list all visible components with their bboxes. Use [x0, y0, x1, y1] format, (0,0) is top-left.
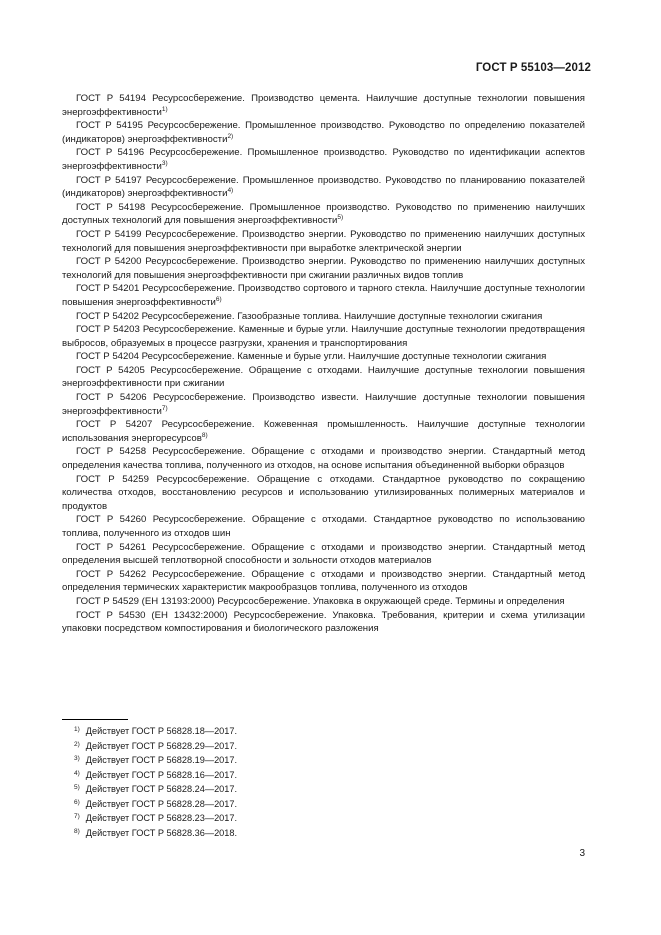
reference-item	[62, 568, 585, 595]
reference-list	[62, 92, 585, 636]
reference-text: ГОСТ Р 54258 Ресурсосбережение. Обращение с отходами и производство энергии. Стандартный метод определения качества топлива, полученного из отходов, на основе испытания объединенной выборки образцов	[62, 446, 585, 472]
reference-text: ГОСТ Р 54207 Ресурсосбережение. Кожевенная промышленность. Наилучшие доступные технологии использования энергоресурсов	[62, 419, 585, 444]
footnote-marker[interactable]: 3)	[161, 159, 168, 167]
reference-text: ГОСТ Р 54204 Ресурсосбережение. Каменные и бурые угли. Наилучшие доступные технологии сжигания	[76, 351, 547, 363]
footnote-text: Действует ГОСТ Р 56828.19—2017.	[85, 755, 238, 766]
reference-item	[62, 92, 585, 119]
reference-text: ГОСТ Р 54200 Ресурсосбережение. Производство энергии. Руководство по применению наилучших доступных технологий для повышения энергоэффективности при сжигании различных видов топлив	[62, 256, 585, 281]
reference-text: ГОСТ Р 54196 Ресурсосбережение. Промышленное производство. Руководство по идентификации аспектов энергоэффективности	[62, 147, 585, 172]
footnote-marker[interactable]: 1)	[161, 105, 168, 113]
footnote-marker[interactable]: 7)	[161, 404, 168, 412]
reference-item	[62, 174, 585, 201]
footnote-list	[74, 724, 474, 840]
footnote-mark: 8)	[74, 827, 80, 835]
page-number: 3	[579, 848, 585, 859]
footnote-item	[74, 724, 474, 739]
footnote-divider	[62, 719, 128, 720]
reference-item	[62, 282, 585, 309]
footnote-mark: 3)	[74, 755, 80, 763]
footnote-mark: 4)	[74, 769, 80, 777]
reference-text: ГОСТ Р 54206 Ресурсосбережение. Производство извести. Наилучшие доступные технологии повышения энергоэффективности	[62, 392, 585, 417]
footnote-mark: 1)	[74, 726, 80, 733]
reference-text: ГОСТ Р 54198 Ресурсосбережение. Промышленное производство. Руководство по применению наилучших доступных технологий для повышения энергоэффективности	[62, 201, 585, 227]
footnote-mark: 5)	[74, 784, 80, 792]
footnote-item	[74, 797, 474, 812]
reference-item	[62, 595, 585, 609]
footnote-mark: 7)	[74, 813, 80, 821]
footnote-mark: 2)	[74, 740, 80, 748]
reference-text: ГОСТ Р 54203 Ресурсосбережение. Каменные и бурые угли. Наилучшие доступные технологии предотвращения выбросов, образуемых в процессе разгрузки, хранения и транспортирования	[62, 324, 585, 349]
reference-item	[62, 364, 585, 391]
reference-text: ГОСТ Р 54205 Ресурсосбережение. Обращение с отходами. Наилучшие доступные технологии повышения энергоэффективности при сжигании	[62, 364, 585, 390]
reference-text: ГОСТ Р 54195 Ресурсосбережение. Промышленное производство. Руководство по определению показателей (индикаторов) энергоэффективности	[62, 120, 585, 145]
reference-item	[62, 119, 585, 146]
footnote-text: Действует ГОСТ Р 56828.29—2017.	[85, 740, 238, 751]
reference-text: ГОСТ Р 54194 Ресурсосбережение. Производство цемента. Наилучшие доступные технологии повышения энергоэффективности	[62, 93, 585, 118]
reference-item	[62, 391, 585, 418]
reference-text: ГОСТ Р 54201 Ресурсосбережение. Производство сортового и тарного стекла. Наилучшие доступные технологии повышения энергоэффективности	[62, 283, 585, 308]
reference-text: ГОСТ Р 54262 Ресурсосбережение. Обращение с отходами и производство энергии. Стандартный метод определения термических характеристик макрообразцов топлива, полученного из отходов	[62, 568, 585, 594]
reference-item	[62, 228, 585, 255]
reference-item	[62, 146, 585, 173]
footnote-marker[interactable]: 5)	[337, 214, 344, 222]
footnote-marker[interactable]: 6)	[215, 295, 222, 303]
footnote-text: Действует ГОСТ Р 56828.36—2018.	[85, 827, 238, 838]
footnote-marker[interactable]: 4)	[227, 187, 234, 195]
footnote-mark: 6)	[74, 798, 80, 806]
reference-item	[62, 513, 585, 540]
footnote-text: Действует ГОСТ Р 56828.18—2017.	[85, 726, 238, 736]
reference-item	[62, 445, 585, 472]
reference-text: ГОСТ Р 54529 (ЕН 13193:2000) Ресурсосбережение. Упаковка в окружающей среде. Термины и определения	[76, 595, 565, 607]
footnote-item	[74, 753, 474, 768]
reference-item	[62, 473, 585, 514]
footnote-item	[74, 826, 474, 841]
footnote-text: Действует ГОСТ Р 56828.16—2017.	[85, 769, 238, 780]
reference-item	[62, 323, 585, 350]
footnote-item	[74, 782, 474, 797]
footnote-marker[interactable]: 2)	[227, 132, 234, 140]
reference-text: ГОСТ Р 54530 (ЕН 13432:2000) Ресурсосбережение. Упаковка. Требования, критерии и схема утилизации упаковки посредством компостирования и биологического разложения	[62, 609, 585, 635]
reference-text: ГОСТ Р 54197 Ресурсосбережение. Промышленное производство. Руководство по планированию показателей (индикаторов) энергоэффективности	[62, 174, 585, 200]
footnote-item	[74, 768, 474, 783]
reference-item	[62, 350, 585, 364]
footnote-item	[74, 811, 474, 826]
reference-item	[62, 201, 585, 228]
footnote-item	[74, 739, 474, 754]
reference-text: ГОСТ Р 54202 Ресурсосбережение. Газообразные топлива. Наилучшие доступные технологии сжигания	[76, 310, 543, 322]
reference-text: ГОСТ Р 54260 Ресурсосбережение. Обращение с отходами. Стандартное руководство по использованию топлива, полученного из отходов шин	[62, 514, 585, 539]
reference-item	[62, 609, 585, 636]
reference-item	[62, 541, 585, 568]
footnote-text: Действует ГОСТ Р 56828.23—2017.	[85, 813, 238, 824]
footnote-text: Действует ГОСТ Р 56828.28—2017.	[85, 798, 238, 809]
reference-text: ГОСТ Р 54199 Ресурсосбережение. Производство энергии. Руководство по применению наилучших доступных технологий для повышения энергоэффективности при выработке электрической энергии	[62, 228, 585, 254]
document-header-id: ГОСТ Р 55103—2012	[475, 62, 591, 74]
reference-text: ГОСТ Р 54259 Ресурсосбережение. Обращение с отходами. Стандартное руководство по сокращению количества отходов, восстановлению ресурсов и использованию утилизированных полимерных материалов и продуктов	[62, 473, 585, 512]
reference-item	[62, 255, 585, 282]
reference-text: ГОСТ Р 54261 Ресурсосбережение. Обращение с отходами и производство энергии. Стандартный метод определения высшей теплотворной способности и зольности отходов материалов	[62, 541, 585, 567]
reference-item	[62, 418, 585, 445]
reference-item	[62, 310, 585, 324]
footnote-text: Действует ГОСТ Р 56828.24—2017.	[85, 784, 238, 795]
footnote-marker[interactable]: 8)	[201, 431, 208, 439]
